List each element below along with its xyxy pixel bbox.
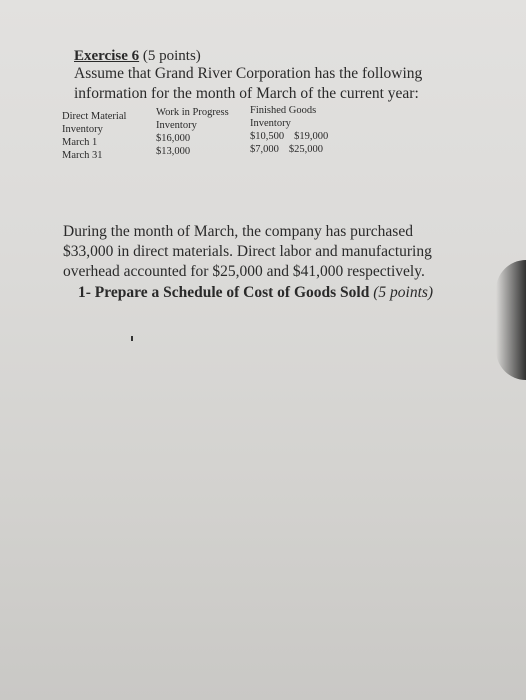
col3-row-1-b: $19,000 <box>294 131 329 142</box>
col3-row-2-a: $7,000 <box>250 144 279 155</box>
col2-header-2: Inventory <box>156 120 197 131</box>
col2-row-2: $13,000 <box>156 146 191 157</box>
pen-mark <box>131 336 133 341</box>
paragraph-line-1: During the month of March, the company has purchased <box>63 223 413 240</box>
col1-header-2: Inventory <box>62 124 103 135</box>
col3-header-2: Inventory <box>250 118 291 129</box>
col1-row-1: March 1 <box>62 137 98 148</box>
paragraph-line-2: $33,000 in direct materials. Direct labor and manufacturing <box>63 243 432 260</box>
exercise-title <box>74 48 201 65</box>
col2-header-1: Work in Progress <box>156 107 229 118</box>
col1-row-2: March 31 <box>62 150 103 161</box>
intro-line-2: information for the month of March of the current year: <box>74 85 419 102</box>
exercise-points: (5 points) <box>142 48 201 64</box>
table-col-finished-goods <box>250 104 328 156</box>
col3-row-2 <box>250 143 328 156</box>
paragraph <box>63 222 513 282</box>
task-instruction <box>78 284 433 302</box>
col1-header-1: Direct Material <box>62 111 127 122</box>
table-col-wip <box>156 106 229 158</box>
task-points: (5 points) <box>373 284 434 301</box>
col3-row-2-b: $25,000 <box>288 144 323 155</box>
col3-row-1-a: $10,500 <box>250 131 285 142</box>
exercise-label: Exercise 6 <box>74 48 140 64</box>
col3-row-1 <box>250 130 328 143</box>
edge-shadow <box>496 260 526 380</box>
col2-row-1: $16,000 <box>156 133 191 144</box>
col3-header-1: Finished Goods <box>250 105 317 116</box>
paragraph-line-3: overhead accounted for $25,000 and $41,000 respectively. <box>63 263 425 280</box>
task-label: 1- Prepare a Schedule of Cost of Goods Sold <box>78 284 370 301</box>
intro-line-1: Assume that Grand River Corporation has the following <box>74 65 423 82</box>
intro-text <box>74 64 504 104</box>
table-col-direct-material <box>62 110 126 162</box>
